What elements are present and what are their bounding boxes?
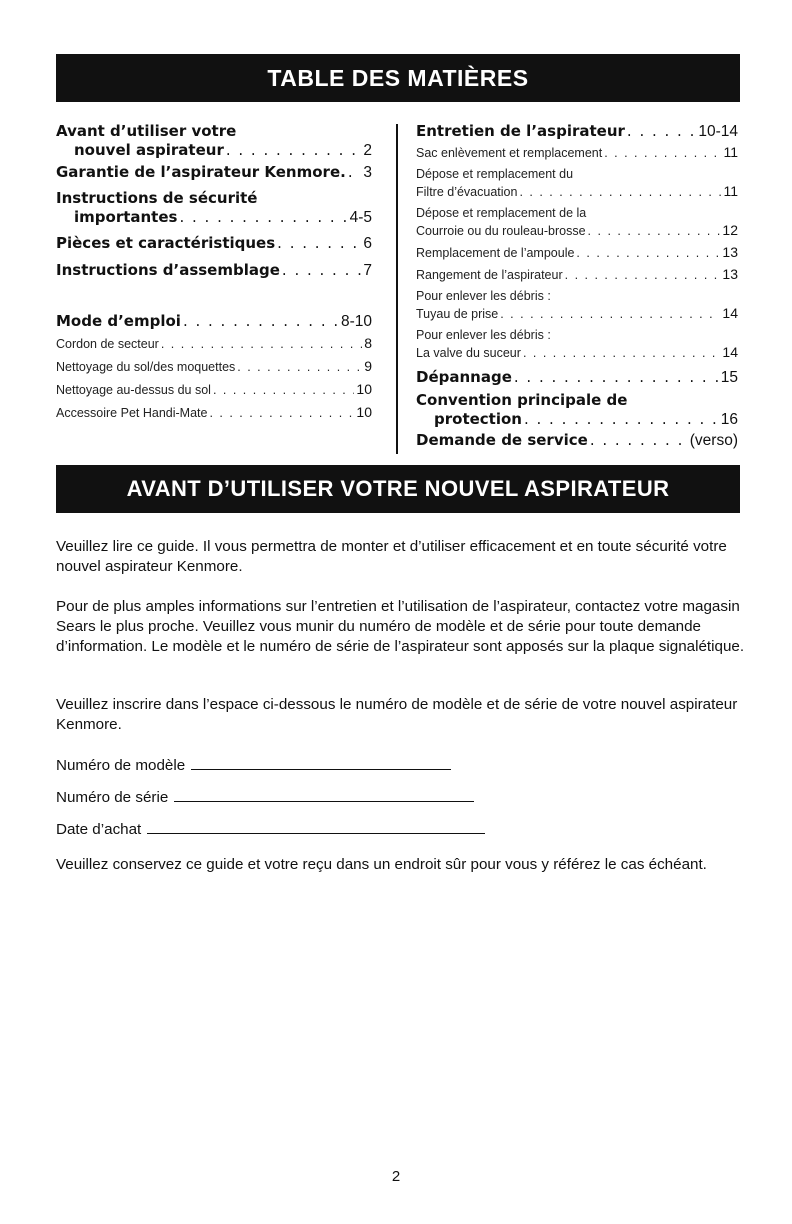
toc-subentry: [416, 144, 738, 162]
toc-entry-assemblage: [56, 261, 372, 280]
toc-entry-page: 6: [363, 235, 372, 252]
toc-entry-page: (verso): [689, 432, 738, 449]
page-number: 2: [391, 1168, 401, 1185]
toc-entry-page: 8: [364, 335, 372, 351]
toc-subentry: [416, 327, 738, 362]
model-number-blank: [191, 755, 451, 770]
toc-entry-line: Convention principale de: [416, 391, 628, 409]
purchase-date-field: [56, 819, 485, 840]
toc-subentry: [56, 381, 372, 399]
toc-subentry: [56, 404, 372, 422]
toc-entry-page: 14: [722, 305, 738, 321]
toc-entry-page: 10-14: [698, 123, 738, 140]
toc-entry-title: Instructions d’assemblage: [56, 261, 280, 279]
toc-entry-line: Pour enlever les débris :: [416, 328, 551, 342]
toc-entry-page: 2: [363, 142, 372, 159]
toc-entry-line: Instructions de sécurité: [56, 189, 258, 207]
toc-entry-line: Pour enlever les débris :: [416, 289, 551, 303]
toc-entry-page: 10: [356, 404, 372, 420]
toc-entry-title: Rangement de l’aspirateur: [416, 268, 563, 282]
toc-entry-title: Accessoire Pet Handi-Mate: [56, 406, 208, 420]
toc-entry-service: [416, 431, 738, 450]
toc-entry-page: 8-10: [340, 313, 372, 330]
toc-entry-title: Nettoyage au-dessus du sol: [56, 383, 211, 397]
toc-entry-title: importantes: [74, 208, 178, 226]
toc-entry-page: 11: [723, 144, 738, 160]
toc-entry-page: 15: [720, 369, 738, 386]
toc-entry-title: Remplacement de l’ampoule: [416, 246, 575, 260]
toc-entry-entretien: [416, 122, 738, 141]
toc-entry-title: nouvel aspirateur: [74, 141, 224, 159]
toc-column-divider: [396, 124, 398, 454]
toc-subentry: [416, 166, 738, 201]
toc-right-column: [416, 122, 738, 450]
toc-entry-title: Filtre d’évacuation: [416, 185, 518, 199]
toc-subentry: [416, 266, 738, 284]
toc-left-column: [56, 122, 372, 422]
toc-subentry: [56, 358, 372, 376]
toc-entry-page: 11: [723, 183, 738, 199]
toc-subentry: [56, 335, 372, 353]
toc-entry-title: Sac enlèvement et remplacement: [416, 146, 603, 160]
toc-entry-title: Dépannage: [416, 368, 512, 386]
toc-entry-title: Tuyau de prise: [416, 307, 499, 321]
toc-entry-title: Entretien de l’aspirateur: [416, 122, 625, 140]
toc-entry-pieces: [56, 234, 372, 253]
toc-entry-title: Pièces et caractéristiques: [56, 234, 276, 252]
toc-entry-line: Dépose et remplacement de la: [416, 206, 587, 220]
toc-entry-page: 7: [363, 262, 372, 279]
purchase-date-blank: [147, 819, 485, 834]
toc-entry-title: Nettoyage du sol/des moquettes: [56, 360, 236, 374]
toc-entry-garantie: [56, 163, 372, 182]
toc-entry-mode-emploi: [56, 312, 372, 331]
intro-paragraph: Veuillez lire ce guide. Il vous permettra de monter et d’utiliser efficacement et en toute sécurité votre nouvel aspirateur Kenmore.: [56, 538, 727, 575]
toc-subentry: [416, 288, 738, 323]
toc-entry-securite: [56, 189, 372, 227]
toc-entry-page: 4-5: [349, 209, 372, 226]
toc-entry-avant: [56, 122, 372, 160]
toc-entry-title: Garantie de l’aspirateur Kenmore.: [56, 163, 346, 181]
info-paragraph: Pour de plus amples informations sur l’entretien et l’utilisation de l’aspirateur, contactez votre magasin Sears le plus proche. Veuillez vous munir du numéro de modèle et de série pour toute demande d’information. Le modèle et le numéro de série de l’aspirateur sont apposés sur la plaque signalétique.: [56, 598, 745, 655]
model-number-field: [56, 755, 451, 776]
model-number-label: Numéro de modèle: [56, 757, 186, 774]
toc-entry-page: 12: [722, 222, 738, 238]
avant-heading: AVANT D’UTILISER VOTRE NOUVEL ASPIRATEUR: [56, 465, 740, 513]
serial-number-blank: [174, 787, 474, 802]
toc-subentry: [416, 244, 738, 262]
toc-entry-page: 9: [364, 358, 372, 374]
toc-entry-page: 16: [720, 411, 738, 428]
toc-entry-title: Courroie ou du rouleau-brosse: [416, 224, 586, 238]
toc-entry-line: Dépose et remplacement du: [416, 167, 574, 181]
serial-number-label: Numéro de série: [56, 789, 169, 806]
toc-entry-line: Avant d’utiliser votre: [56, 122, 237, 140]
toc-entry-title: La valve du suceur: [416, 346, 521, 360]
toc-subentry: [416, 205, 738, 240]
toc-entry-title: Cordon de secteur: [56, 337, 159, 351]
keep-guide-paragraph: Veuillez conservez ce guide et votre reçu dans un endroit sûr pour vous y référez le cas échéant.: [56, 856, 707, 873]
toc-heading: TABLE DES MATIÈRES: [56, 54, 740, 102]
toc-entry-page: 13: [722, 244, 738, 260]
toc-entry-title: protection: [434, 410, 522, 428]
serial-number-field: [56, 787, 474, 808]
toc-entry-depannage: [416, 368, 738, 387]
toc-entry-title: Mode d’emploi: [56, 312, 181, 330]
record-paragraph: Veuillez inscrire dans l’espace ci-dessous le numéro de modèle et de série de votre nouvel aspirateur Kenmore.: [56, 696, 738, 733]
toc-entry-page: 14: [722, 344, 738, 360]
purchase-date-label: Date d’achat: [56, 821, 142, 838]
toc-entry-page: 13: [722, 266, 738, 282]
toc-entry-convention: [416, 391, 738, 429]
toc-entry-page: 10: [356, 381, 372, 397]
toc-entry-page: 3: [363, 164, 372, 181]
toc-entry-title: Demande de service: [416, 431, 588, 449]
